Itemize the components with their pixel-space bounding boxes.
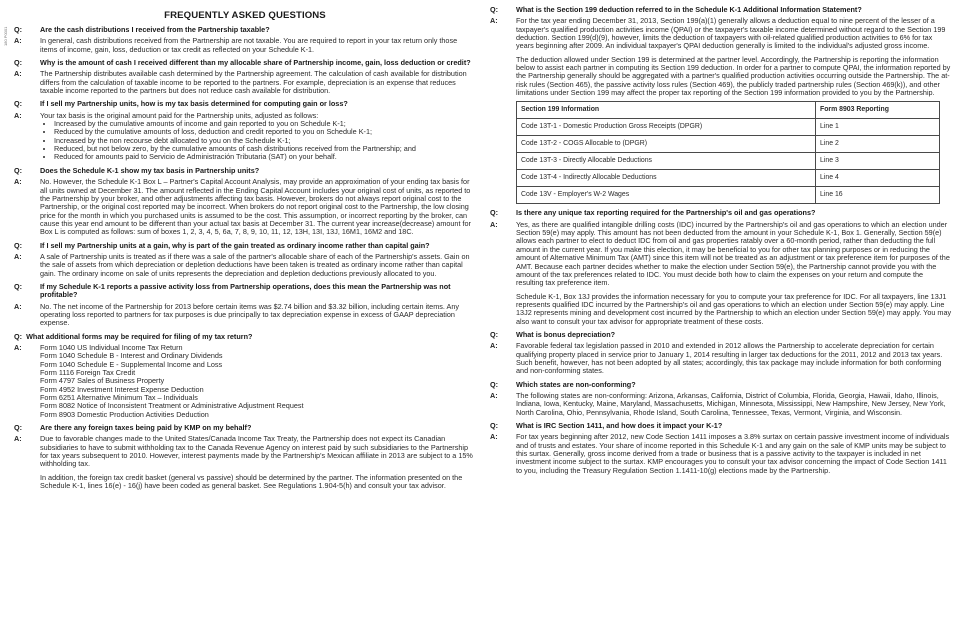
answer-paragraph: Favorable federal tax legislation passed in 2010 and extended in 2012 allows the Partnership to accelerate depreciation for certain qualifying property placed in service prior to January 1, 2014 resulting in larger tax deductions for the 2011, 2012 and 2013 tax years. Such benefit, however, has not been adopted by all states; accordingly, this tax package may include information for both conforming and non-conforming states.	[516, 341, 943, 376]
answer-text: Your tax basis is the original amount paid for the Partnership units, adjusted as follows:	[40, 110, 319, 120]
form-item: Form 4797 Sales of Business Property	[40, 376, 165, 386]
question-row	[490, 422, 952, 430]
question-tag: Q:	[490, 421, 499, 430]
answer-tag: A:	[14, 177, 22, 187]
question-tag: Q:	[14, 281, 23, 291]
answer-paragraph: Schedule K-1, Box 13J provides the information necessary for you to compute your tax preference for IDC. For all taxpayers, line 13J1 represents qualified IDC incurred by the Partnership's oil and gas operations to which an election under Section 59(e) may apply. Line 13J2 represents mining and development cost incurred by the Partnership to which an election under Section 59(e) may apply. You may also want to consult your tax advisor for appropriate treatment of these costs.	[516, 291, 952, 326]
answer-paragraph: The deduction allowed under Section 199 is determined at the partner level. Accordingly, the Partnership is reporting the information below to assist each partner in computing its Section 199 deduction. In order for a partner to compute QPAI, the information reported by the Partnership generally should be aggregated with a partner's qualified production activities occurring outside the Partnership. The at-risk rules (Section 465), the passive activity loss rules (Section 469), the publicly traded partnership rules (Section 469(k)), and other limitations under Section 199 may affect the proper tax reporting of the Section 199 information provided to you by the Partnership.	[516, 54, 951, 98]
bullet-item: • Reduced by the cumulative amounts of loss, deduction and credit reported to you on Schedule K-1;	[54, 128, 476, 136]
answer-row	[14, 435, 476, 490]
table-cell: Code 13T-4 - Indirectly Allocable Deductions	[517, 170, 816, 187]
form-item: Form 1040 Schedule B - Interest and Ordinary Dividends	[40, 351, 223, 361]
table-cell: Code 13T-2 - COGS Allocable to (DPGR)	[517, 136, 816, 153]
question-tag: Q:	[14, 25, 23, 34]
table-row	[517, 153, 940, 170]
answer-paragraph: For the tax year ending December 31, 2013, Section 199(a)(1) generally allows a deduction equal to nine percent of the lesser of a taxpayer's qualified production activities income (QPAI) or the taxpayer's taxable income determined without regard to the Section 199 deduction. Section 199(d)(9), however, limits the deduction of taxpayers with oil-related qualified production activities to 6% for tax years beginning after 2009. An individual taxpayer's QPAI deduction generally is limited to the individual's adjusted gross income.	[516, 16, 946, 51]
basis-bullet-list	[40, 120, 476, 162]
answer-body	[40, 112, 476, 162]
form-item: Form 8903 Domestic Production Activities Deduction	[40, 409, 209, 419]
question-row	[490, 209, 952, 217]
answer-row	[490, 342, 952, 375]
left-column	[14, 6, 476, 626]
answer-paragraph: Due to favorable changes made to the United States/Canada Income Tax Treaty, the Partnership does not expect its Canadian subsidiaries to have to submit withholding tax to the Canada Revenue Agency on interest paid by such subsidiaries to the Partnership for tax years subsequent to 2010. However, interest payments made by the Partnership's Mexican affiliate in 2013 are subject to a 15% withholding tax.	[40, 434, 473, 469]
question-row	[490, 381, 952, 389]
answer-row	[14, 303, 476, 328]
question-text: If my Schedule K-1 reports a passive activity loss from Partnership operations, does this mean the Partnership was not profitable?	[40, 281, 451, 300]
table-cell: Code 13T-1 - Domestic Production Gross Receipts (DPGR)	[517, 119, 816, 136]
answer-paragraph: The following states are non-conforming: Arizona, Arkansas, California, District of Columbia, Florida, Georgia, Hawaii, Idaho, Illinois, Indiana, Iowa, Kentucky, Maine, Maryland, Massachusetts, Michigan, Minnesota, Mississippi, New Hampshire, New Jersey, New York, North Carolina, Ohio, Pennsylvania, Rhode Island, South Carolina, Tennessee, Texas, Vermont, Virginia, and Wisconsin.	[516, 390, 946, 417]
answer-row	[14, 37, 476, 54]
question-row	[14, 333, 476, 341]
answer-paragraph: In addition, the foreign tax credit basket (general vs passive) should be determined by the partner. The information presented on the Schedule K-1, lines 16(e) - 16(j) have been coded as general basket. See Regulations 1.904-5(h) and consult your tax advisor.	[40, 472, 463, 491]
question-text: Why is the amount of cash I received different than my allocable share of Partnership income, gain, loss deduction or credit?	[40, 58, 471, 68]
table-cell: Line 3	[816, 153, 940, 170]
margin-code: 180 P0001	[3, 26, 8, 46]
table-cell: Line 2	[816, 136, 940, 153]
answer-text: No. The net income of the Partnership for 2013 before certain items was $2.74 billion and $3.32 billion, including certain items. Any operating loss reported to partners for tax purposes is due principally to tax depreciation expense in excess of GAAP depreciation expense.	[40, 301, 459, 328]
form-item: Form 8082 Notice of Inconsistent Treatment or Administrative Adjustment Request	[40, 401, 304, 411]
answer-text: In general, cash distributions received from the Partnership are not taxable. You are required to report in your tax return only those items of income, gain, loss, deduction or tax credit as reflected on your Schedule K-1.	[40, 36, 458, 54]
question-row	[490, 6, 952, 14]
table-cell: Line 1	[816, 119, 940, 136]
question-row	[14, 242, 476, 250]
answer-body	[40, 344, 476, 419]
answer-tag: A:	[14, 343, 22, 352]
question-row	[14, 167, 476, 175]
answer-tag: A:	[14, 36, 22, 46]
question-text: What is IRC Section 1411, and how does it impact your K-1?	[516, 421, 723, 430]
table-header-row	[517, 102, 940, 119]
answer-tag: A:	[490, 341, 498, 351]
answer-body	[40, 70, 476, 95]
question-tag: Q:	[14, 165, 23, 175]
answer-text: A sale of Partnership units is treated as if there was a sale of the partner's allocable share of each of the Partnership's assets. Gain on the sale of assets from which depreciation or depletion deductions have been taken is treated as ordinary income rather than capital gain. The ordinary income on sale of units represents the depreciation and depletion deductions previously allocated to you.	[40, 251, 470, 278]
answer-body	[40, 303, 476, 328]
answer-row	[14, 178, 476, 236]
section-199-table	[516, 101, 940, 204]
right-column	[490, 6, 952, 626]
question-tag: Q:	[14, 240, 23, 250]
bullet-item: • Increased by the non recourse debt allocated to you on the Schedule K-1;	[54, 137, 476, 145]
answer-row	[14, 112, 476, 162]
question-row	[14, 424, 476, 432]
question-tag: Q:	[14, 423, 23, 433]
form-item: Form 1116 Foreign Tax Credit	[40, 368, 136, 378]
question-tag: Q:	[490, 379, 499, 389]
answer-body	[40, 435, 476, 490]
bullet-item: • Reduced, but not below zero, by the cumulative amounts of cash distributions received from the Partnership; and	[54, 145, 476, 153]
question-tag: Q:	[490, 208, 499, 218]
forms-list	[40, 344, 476, 419]
bullet-item: • Reduced for amounts paid to Servicio de Administración Tributaria (SAT) on your behalf.	[54, 153, 476, 161]
table-header-cell: Form 8903 Reporting	[816, 102, 940, 119]
answer-body	[40, 178, 476, 236]
answer-body	[40, 37, 476, 54]
question-tag: Q:	[14, 58, 23, 68]
question-tag: Q:	[14, 99, 23, 109]
spacer	[14, 491, 476, 496]
question-text: Is there any unique tax reporting required for the Partnership's oil and gas operations?	[516, 208, 816, 218]
question-row	[490, 331, 952, 339]
question-text: What additional forms may be required for filing of my tax return?	[26, 331, 253, 341]
question-text: What is the Section 199 deduction referred to in the Schedule K-1 Additional Information Statement?	[516, 6, 862, 14]
question-text: Which states are non-conforming?	[516, 379, 636, 389]
question-text: Are the cash distributions I received from the Partnership taxable?	[40, 25, 270, 34]
answer-tag: A:	[14, 110, 22, 120]
question-text: Are there any foreign taxes being paid by KMP on my behalf?	[40, 423, 252, 433]
answer-body	[516, 392, 952, 417]
page-title: FREQUENTLY ASKED QUESTIONS	[164, 10, 326, 21]
table-cell: Code 13V - Employer's W-2 Wages	[517, 187, 816, 204]
answer-row	[490, 433, 952, 475]
answer-row	[14, 344, 476, 419]
spacer	[490, 475, 952, 480]
answer-row	[490, 392, 952, 417]
answer-text: No. However, the Schedule K-1 Box L – Partner's Capital Account Analysis, may provide an approximation of your ending tax basis for all units owned at December 31. The amount reflected in the Ending Capital Account includes your original cost of units, as reported to the Partnership by your broker, and other adjustments affecting tax basis. However, brokers do not always report original cost to the Partnership, or the original cost reported may be incorrect. When brokers do not report original cost to the Partnership, the low closing price for the month in which you purchased units is assumed to be the cost. This assumption, or incorrect reporting by the broker, can cause this year end amount to be different than your actual tax basis at December 31. The current year increase(decrease) amount for Box L is computed as follows: sum of boxes 1, 2, 3, 4, 5, 6a, 7, 8, 9, 10, 11, 12, 13H, 13I, 13J, 16M1, 16M2 and 18C.	[40, 177, 471, 237]
question-row	[14, 26, 476, 34]
form-item: Form 1040 US Individual Income Tax Return	[40, 343, 183, 352]
answer-body	[516, 342, 952, 375]
table-cell: Line 16	[816, 187, 940, 204]
form-item: Form 1040 Schedule E - Supplemental Income and Loss	[40, 359, 223, 369]
question-row	[14, 59, 476, 67]
table-header-cell: Section 199 Information	[517, 102, 816, 119]
bullet-item: • Increased by the cumulative amounts of income and gain reported to you on Schedule K-1;	[54, 120, 476, 128]
question-tag: Q:	[490, 6, 499, 14]
answer-tag: A:	[490, 390, 498, 400]
table-row	[517, 119, 940, 136]
table-cell: Line 4	[816, 170, 940, 187]
question-text: Does the Schedule K-1 show my tax basis in Partnership units?	[40, 165, 260, 175]
answer-tag: A:	[490, 219, 498, 229]
answer-tag: A:	[14, 434, 22, 444]
answer-body	[40, 253, 476, 278]
answer-tag: A:	[14, 251, 22, 261]
answer-row	[490, 221, 952, 326]
question-text: If I sell my Partnership units at a gain, why is part of the gain treated as ordinary income rather than capital gain?	[40, 240, 430, 250]
answer-tag: A:	[14, 301, 22, 311]
form-item: Form 4952 Investment Interest Expense Deduction	[40, 384, 204, 394]
answer-body	[516, 17, 952, 204]
answer-tag: A:	[490, 16, 498, 26]
answer-tag: A:	[490, 432, 498, 442]
question-text: If I sell my Partnership units, how is my tax basis determined for computing gain or loss?	[40, 99, 348, 109]
question-tag: Q:	[14, 331, 23, 341]
table-row	[517, 170, 940, 187]
form-item: Form 6251 Alternative Minimum Tax – Individuals	[40, 393, 198, 403]
answer-body	[516, 221, 952, 326]
answer-text: The Partnership distributes available cash determined by the Partnership agreement. The calculation of cash available for distribution differs from the calculation of taxable income to be reported to the partners. For example, depreciation is an expense that reduces taxable income reported to the partners but does not reduce cash available for distribution.	[40, 69, 467, 96]
answer-paragraph: For tax years beginning after 2012, new Code Section 1411 imposes a 3.8% surtax on certain passive investment income of individuals and of trusts and estates. Your share of income reported in this Schedule K-1 and any gain on the sale of KMP units may be subject to this surtax. Generally, gross income derived from a trade or business that is a passive activity to the taxpayer is included in net investment income subject to the surtax. KMP encourages you to consult your tax advisor concerning the impact of Code Section 1411 to you, including the Treasury Regulation Section 1.1411-10(g) elections made by the Partnership.	[516, 432, 950, 475]
question-row	[14, 283, 476, 300]
question-text: What is bonus depreciation?	[516, 329, 616, 339]
answer-row	[490, 17, 952, 204]
answer-body	[516, 433, 952, 475]
question-row	[14, 100, 476, 108]
table-cell: Code 13T-3 - Directly Allocable Deductions	[517, 153, 816, 170]
question-tag: Q:	[490, 329, 499, 339]
answer-paragraph: Yes, as there are qualified intangible drilling costs (IDC) incurred by the Partnership's oil and gas operations to which an election under Section 59(e) may apply. This amount has not been deducted from the amount in your Schedule K-1, Box 1. Generally, Section 59(e) allows each partner to elect to deduct IDC from oil and gas properties ratably over a 60-month period, rather than deducting the full amount in the current year. If you make this election, it may be beneficial to you for other tax planning purposes or in reducing the amount of Alternative Minimum Tax (AMT) since this item will not be treated as an adjustment or tax preference item for purposes of the AMT. Because each partner decides whether to make the election under Section 59(e), the Partnership cannot provide you with the amount of the tax preferences related to IDC. You must decide both how to claim the expenses on your return and compute the resulting tax preference item.	[516, 219, 950, 288]
answer-tag: A:	[14, 69, 22, 79]
answer-row	[14, 70, 476, 95]
answer-row	[14, 253, 476, 278]
table-row	[517, 187, 940, 204]
table-row	[517, 136, 940, 153]
